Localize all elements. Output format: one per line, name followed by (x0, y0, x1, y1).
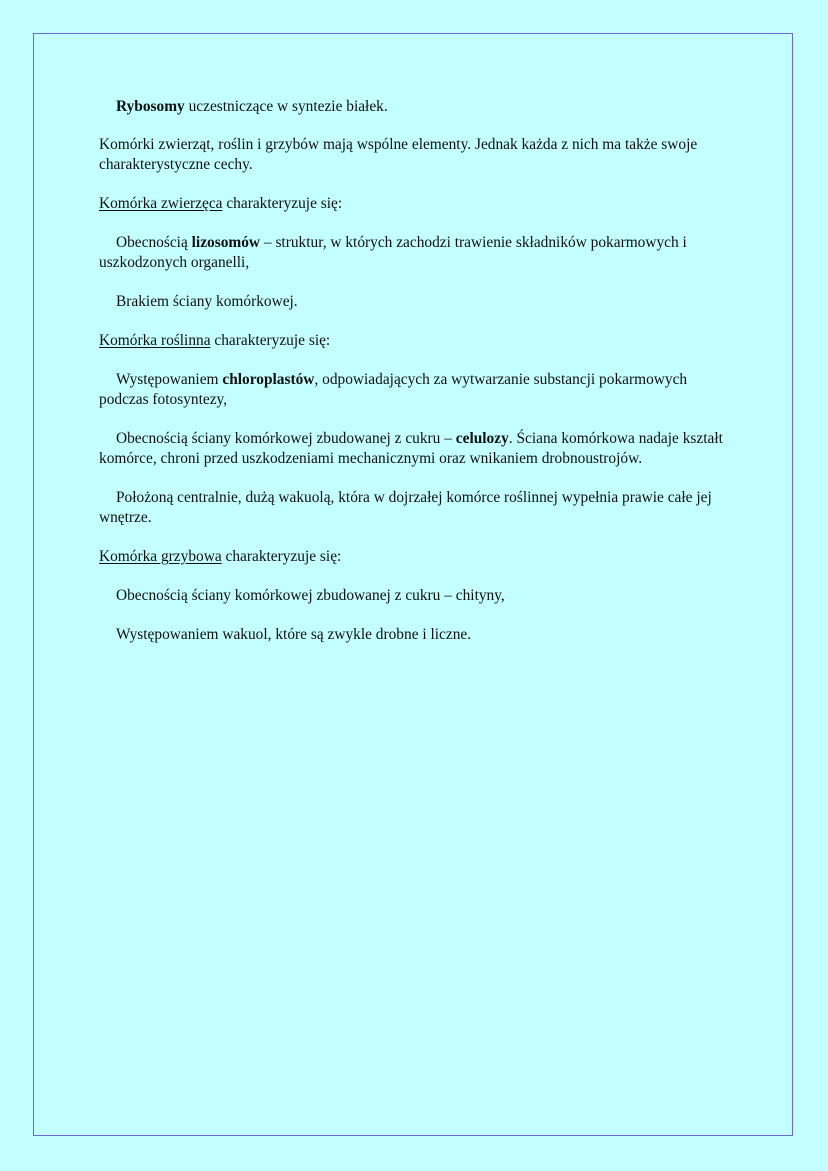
text: charakteryzuje się: (210, 332, 331, 349)
term-celulozy: celulozy (455, 430, 509, 447)
text: . Ściana komórkowa nadaje kształt komórce, chroni przed uszkodzeniami mechanicznymi oraz wnikaniem drobnoustrojów. (99, 430, 723, 467)
text: – struktur, w których zachodzi trawienie składników pokarmowych i uszkodzonych organelli, (99, 234, 687, 271)
fungus-item-vacuoles: Występowaniem wakuol, które są zwykle drobne i liczne. (116, 626, 472, 643)
animal-item-no-wall: Brakiem ściany komórkowej. (116, 293, 298, 310)
text: charakteryzuje się: (221, 548, 342, 565)
heading-fungus-cell (99, 547, 739, 567)
heading-animal-cell (99, 194, 739, 214)
heading-fungus-cell-title: Komórka grzybowa (99, 548, 222, 565)
plant-item-vacuole: Położoną centralnie, dużą wakuolą, która w dojrzałej komórce roślinnej wypełnia prawie całe jej wnętrze. (99, 489, 712, 526)
text: Obecnością (116, 234, 192, 251)
heading-animal-cell-title: Komórka zwierzęca (99, 195, 223, 212)
fungus-item-chitin: Obecnością ściany komórkowej zbudowanej z cukru – chityny, (116, 587, 505, 604)
heading-plant-cell (99, 331, 739, 351)
term-lizosomow: lizosomów (191, 234, 261, 251)
term-ribosomy: Rybosomy (116, 98, 185, 115)
term-chloroplastow: chloroplastów (222, 371, 315, 388)
text: Występowaniem (116, 371, 223, 388)
text: , odpowiadających za wytwarzanie substancji pokarmowych podczas fotosyntezy, (99, 371, 688, 408)
paragraph-intro: Komórki zwierząt, roślin i grzybów mają wspólne elementy. Jednak każda z nich ma także swoje charakterystyczne cechy. (99, 136, 698, 173)
document-body (99, 97, 739, 645)
text: uczestniczące w syntezie białek. (184, 98, 388, 115)
text: Obecnością ściany komórkowej zbudowanej z cukru – (116, 430, 456, 447)
animal-item-lysosomes (99, 233, 739, 273)
paragraph-ribosomy (99, 97, 739, 117)
text: charakteryzuje się: (222, 195, 343, 212)
plant-item-cell-wall (99, 429, 739, 469)
plant-item-chloroplasts (99, 370, 739, 410)
heading-plant-cell-title: Komórka roślinna (99, 332, 211, 349)
